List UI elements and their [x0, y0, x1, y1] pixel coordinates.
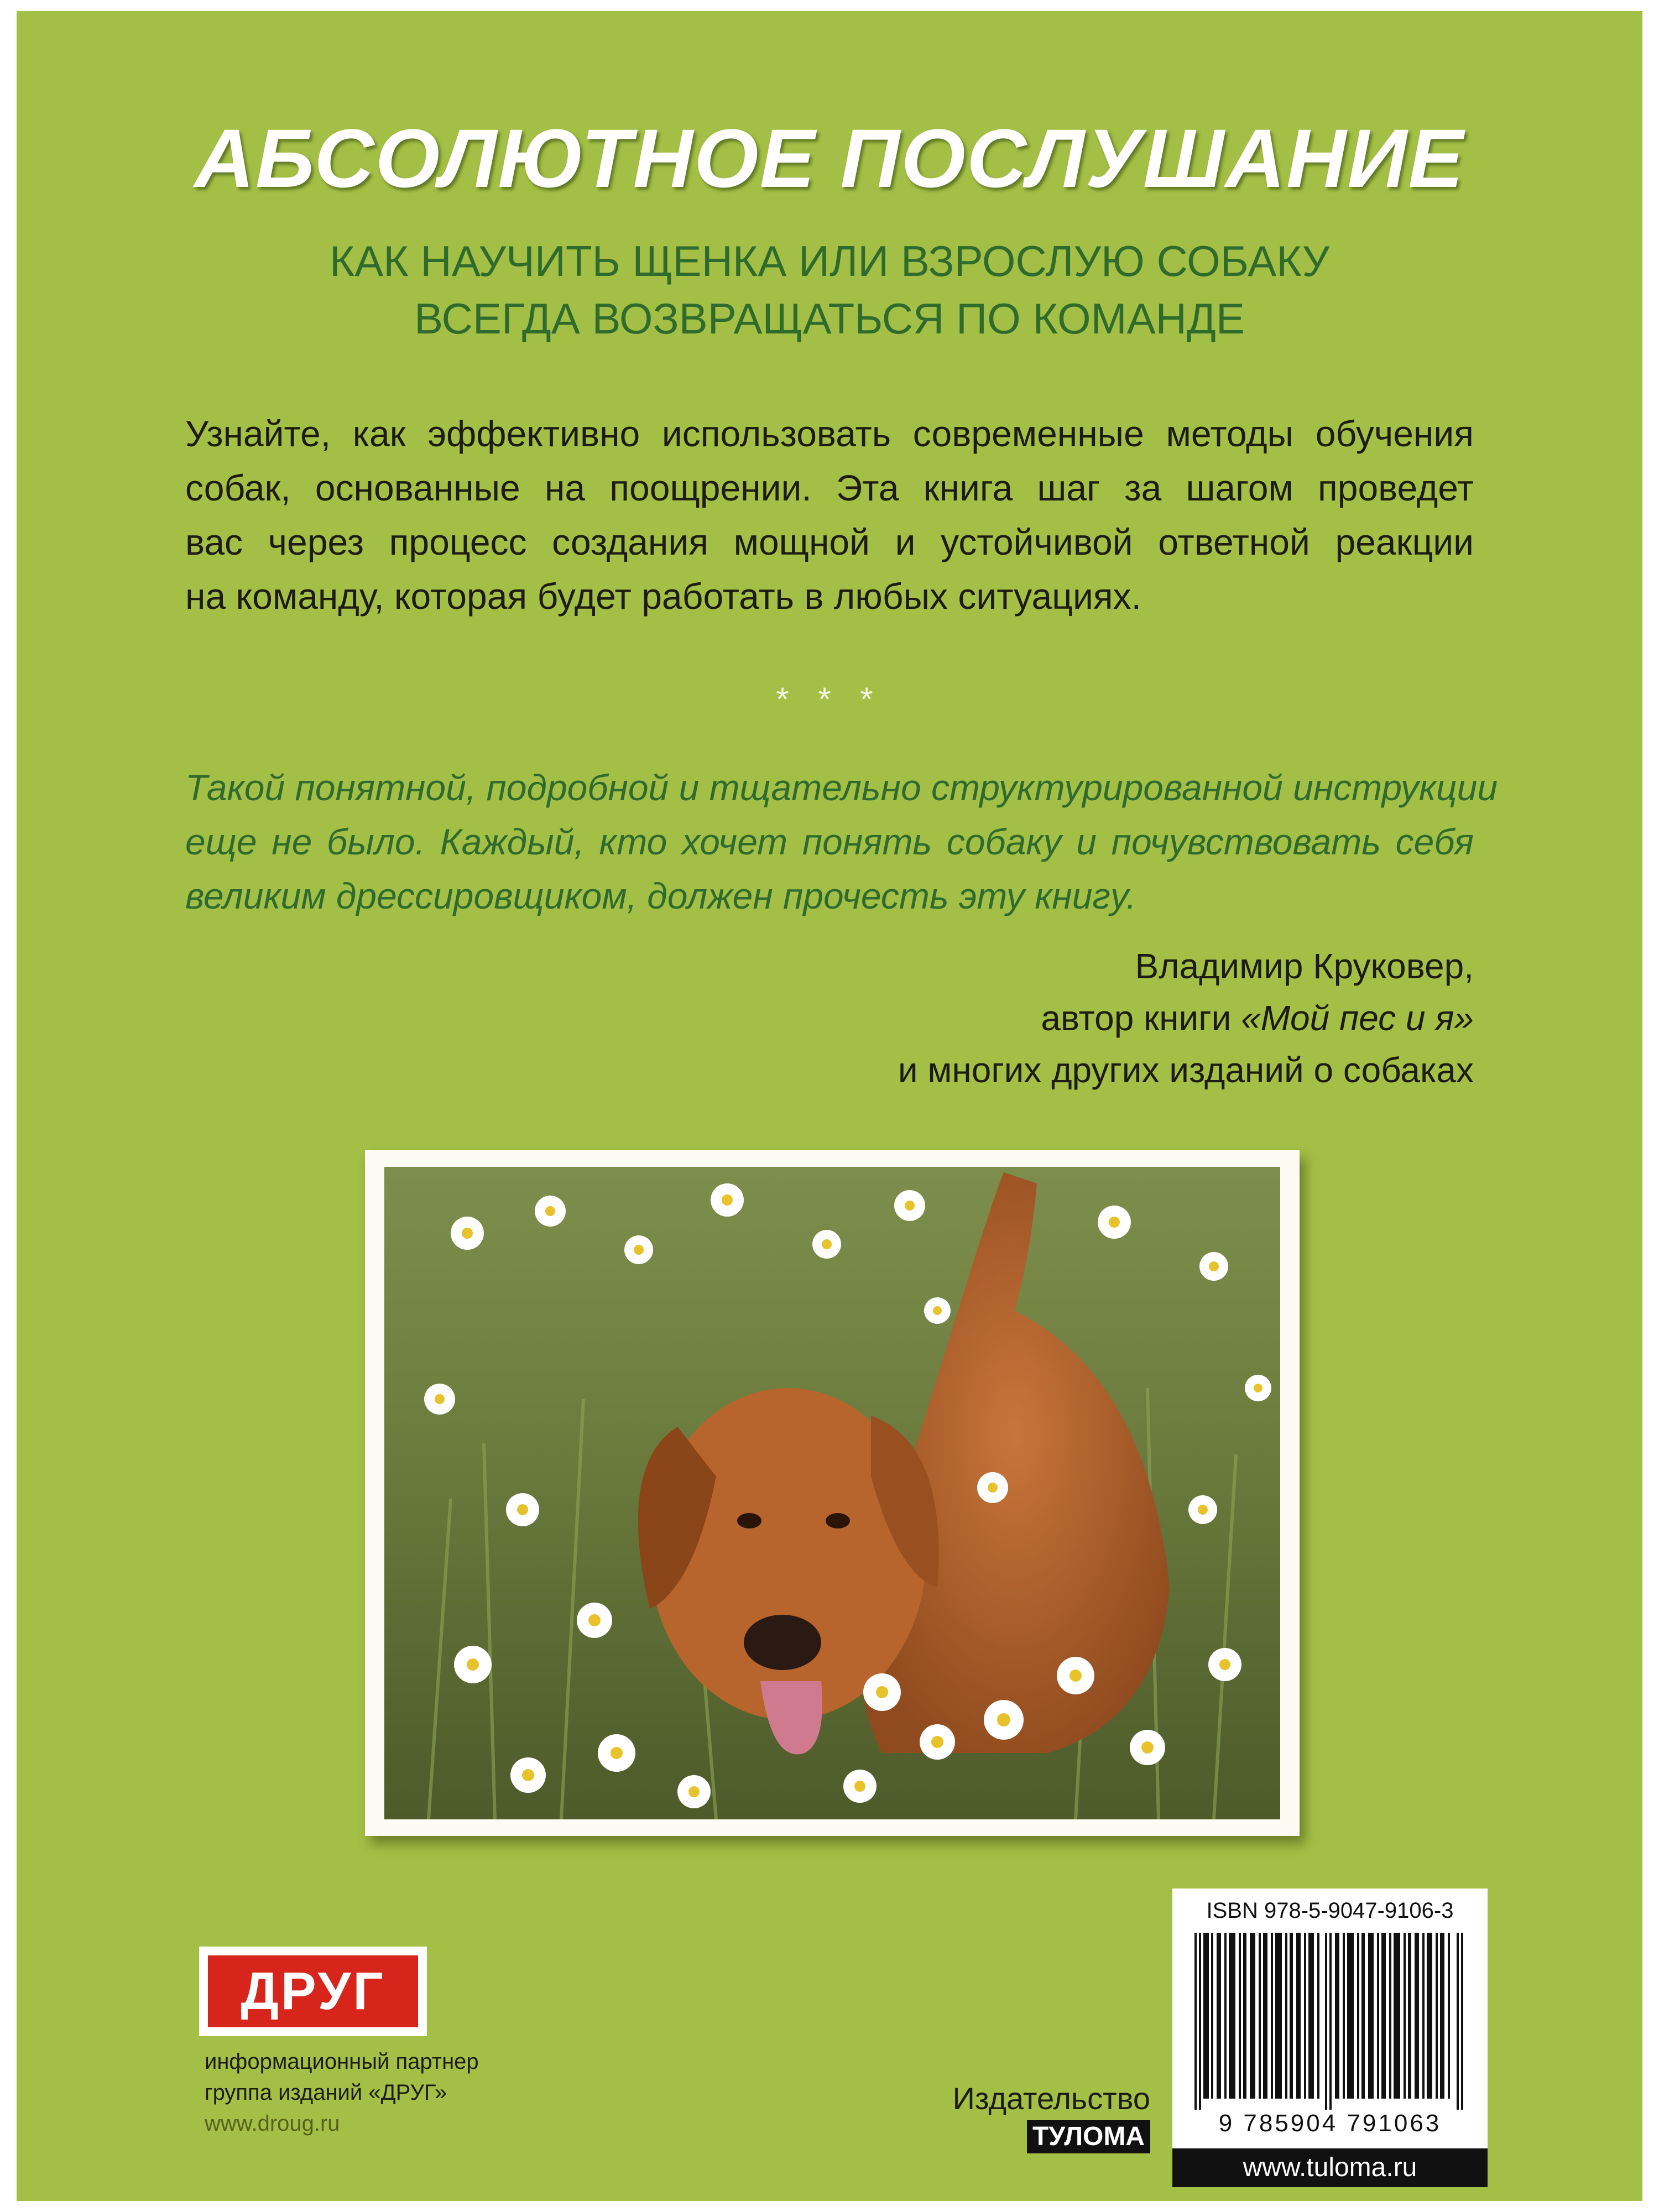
quote-line: еще не было. Каждый, кто хочет понять собаку и почувствовать себя	[185, 821, 1474, 862]
subtitle-line: ВСЕГДА ВОЗВРАЩАТЬСЯ ПО КОМАНДЕ	[414, 294, 1245, 343]
subtitle-line: КАК НАУЧИТЬ ЩЕНКА ИЛИ ВЗРОСЛУЮ СОБАКУ	[329, 237, 1330, 285]
partner-line: информационный партнер	[205, 2049, 479, 2074]
drug-logo-text: ДРУГ	[208, 1955, 418, 2027]
attribution-other: и многих других изданий о собаках	[898, 1050, 1474, 1090]
publisher-url: www.tuloma.ru	[1172, 2148, 1488, 2187]
publisher-name: ТУЛОМА	[1027, 2120, 1150, 2153]
partner-line: группа изданий «ДРУГ»	[205, 2080, 447, 2105]
description-line: на команду, которая будет работать в любых ситуациях.	[185, 576, 1141, 617]
puppy-in-daisies-photo	[384, 1167, 1280, 1819]
book-title: АБСОЛЮТНОЕ ПОСЛУШАНИЕ	[194, 112, 1465, 205]
drug-logo	[199, 1947, 427, 2036]
publisher-label: Издательство	[952, 2081, 1150, 2116]
partner-url: www.droug.ru	[205, 2111, 340, 2136]
isbn-text: ISBN 978-5-9047-9106-3	[1206, 1898, 1454, 1923]
publisher	[901, 2079, 1150, 2153]
description-line: собак, основанные на поощрении. Эта книга шаг за шагом проведет	[185, 467, 1474, 508]
description-line: вас через процесс создания мощной и устойчивой ответной реакции	[185, 521, 1474, 562]
quote-attribution	[589, 940, 1474, 1096]
book-subtitle	[17, 232, 1642, 347]
review-quote	[185, 760, 1498, 923]
info-partner	[205, 2046, 647, 2139]
book-back-cover	[17, 11, 1642, 2201]
barcode	[1194, 1933, 1465, 2110]
attribution-book-title: «Мой пес и я»	[1241, 998, 1474, 1038]
attribution-name: Владимир Круковер,	[1135, 946, 1474, 986]
quote-line: великим дрессировщиком, должен прочесть эту книгу.	[185, 875, 1136, 916]
separator-stars: * * *	[776, 681, 883, 718]
isbn-block	[1172, 1888, 1488, 2187]
description-line: Узнайте, как эффективно использовать современные методы обучения	[185, 413, 1474, 454]
quote-line: Такой понятной, подробной и тщательно структурированной инструкции	[185, 767, 1498, 808]
photo-frame	[365, 1150, 1300, 1836]
attribution-prefix: автор книги	[1041, 998, 1241, 1038]
barcode-digits: 9 785904 791063	[1218, 2110, 1442, 2137]
book-description	[185, 406, 1474, 623]
attribution-book	[589, 992, 1474, 1044]
